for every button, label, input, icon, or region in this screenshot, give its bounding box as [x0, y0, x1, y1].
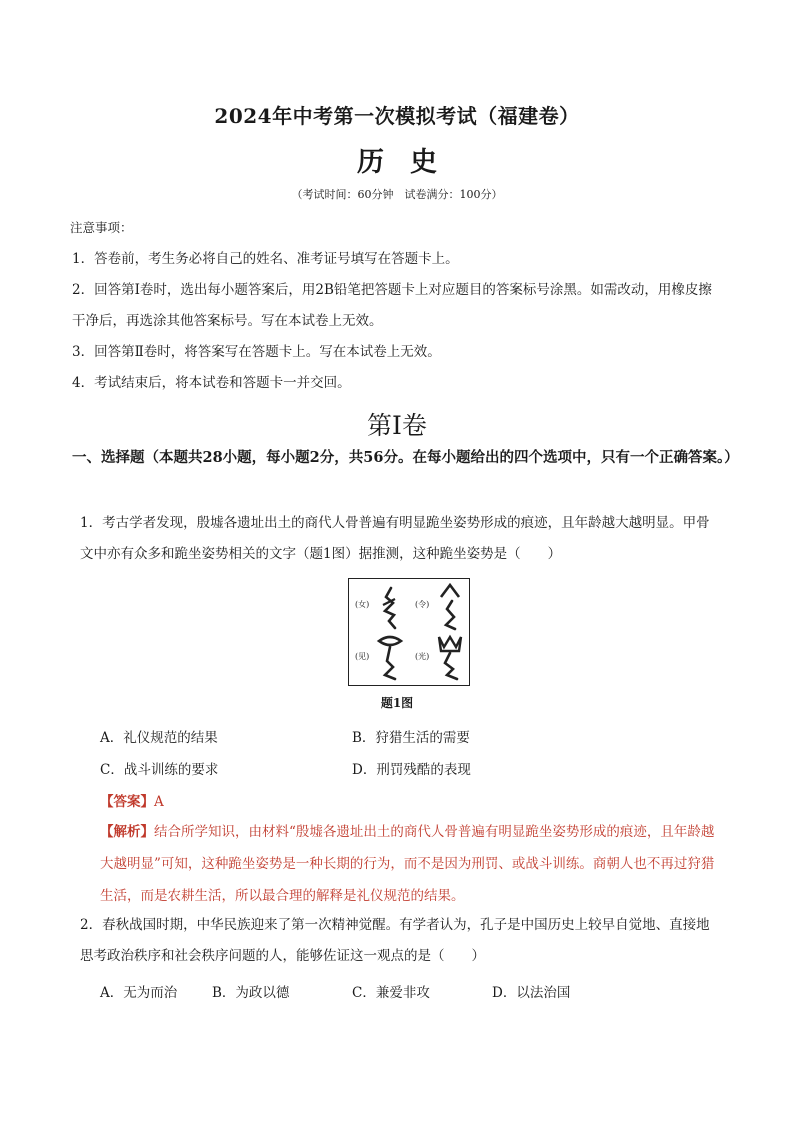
- figure-caption: 题1图: [380, 696, 414, 710]
- option-a: A．无为而治: [100, 985, 178, 1001]
- question-1: [80, 508, 720, 570]
- answer-value: A: [154, 794, 164, 810]
- option-a: A．礼仪规范的结果: [100, 730, 218, 746]
- option-b: B．为政以德: [212, 985, 290, 1001]
- figure-label: (令): [415, 600, 430, 609]
- glyph-command-icon: [437, 583, 463, 631]
- answer-tag: 【答案】: [100, 794, 154, 810]
- notice-item: 2．回答第Ⅰ卷时，选出每小题答案后，用2B铅笔把答题卡上对应题目的答案标号涂黑。如需改动，用橡皮擦干净后，再选涂其他答案标号。写在本试卷上无效。: [72, 282, 712, 329]
- section-heading: 一、选择题（本题共28小题，每小题2分，共56分。在每小题给出的四个选项中，只有一个正确答案。）: [72, 449, 739, 466]
- notice-item: 1．答卷前，考生务必将自己的姓名、准考证号填写在答题卡上。: [72, 251, 459, 267]
- explanation-text: 结合所学知识，由材料“殷墟各遗址出土的商代人骨普遍有明显跪坐姿势形成的痕迹，且年龄越大越明显”可知，这种跪坐姿势是一种长期的行为，而不是因为刑罚、或战斗训练。商朝人也不再过狩猎生活，而是农耕生活，所以最合理的解释是礼仪规范的结果。: [100, 824, 715, 904]
- notice-list: [72, 244, 722, 399]
- explanation: [100, 816, 720, 912]
- oracle-bone-figure: [348, 578, 470, 686]
- figure-label: (女): [355, 600, 370, 609]
- exam-title: 2024年中考第一次模拟考试（福建卷）: [214, 104, 580, 128]
- figure-label: (见): [355, 652, 370, 661]
- exam-meta: （考试时间：60分钟 试卷满分：100分）: [291, 188, 503, 201]
- glyph-see-icon: [375, 633, 405, 681]
- option-c: C．战斗训练的要求: [100, 762, 219, 778]
- glyph-woman-icon: [377, 585, 403, 631]
- notice-item: 3．回答第Ⅱ卷时，将答案写在答题卡上。写在本试卷上无效。: [72, 344, 441, 360]
- option-d: D．刑罚残酷的表现: [352, 762, 471, 778]
- explanation-tag: 【解析】: [100, 824, 154, 840]
- question-2: [80, 910, 720, 972]
- option-b: B．狩猎生活的需要: [352, 730, 470, 746]
- glyph-light-icon: [435, 633, 465, 681]
- notice-heading: 注意事项：: [70, 220, 133, 235]
- option-d: D．以法治国: [492, 985, 571, 1001]
- notice-item: 4．考试结束后，将本试卷和答题卡一并交回。: [72, 375, 351, 391]
- question-1-stem: 1．考古学者发现，殷墟各遗址出土的商代人骨普遍有明显跪坐姿势形成的痕迹，且年龄越大越明显。甲骨文中亦有众多和跪坐姿势相关的文字（题1图）据推测，这种跪坐姿势是（ ）: [80, 515, 710, 562]
- question-2-stem: 2．春秋战国时期，中华民族迎来了第一次精神觉醒。有学者认为，孔子是中国历史上较早自觉地、直接地思考政治秩序和社会秩序问题的人，能够佐证这一观点的是（ ）: [80, 917, 710, 964]
- answer-line: [100, 790, 164, 810]
- figure-label: (光): [415, 652, 430, 661]
- volume-title: 第Ⅰ卷: [367, 411, 427, 440]
- exam-subject: 历史: [357, 147, 463, 178]
- option-c: C．兼爱非攻: [352, 985, 430, 1001]
